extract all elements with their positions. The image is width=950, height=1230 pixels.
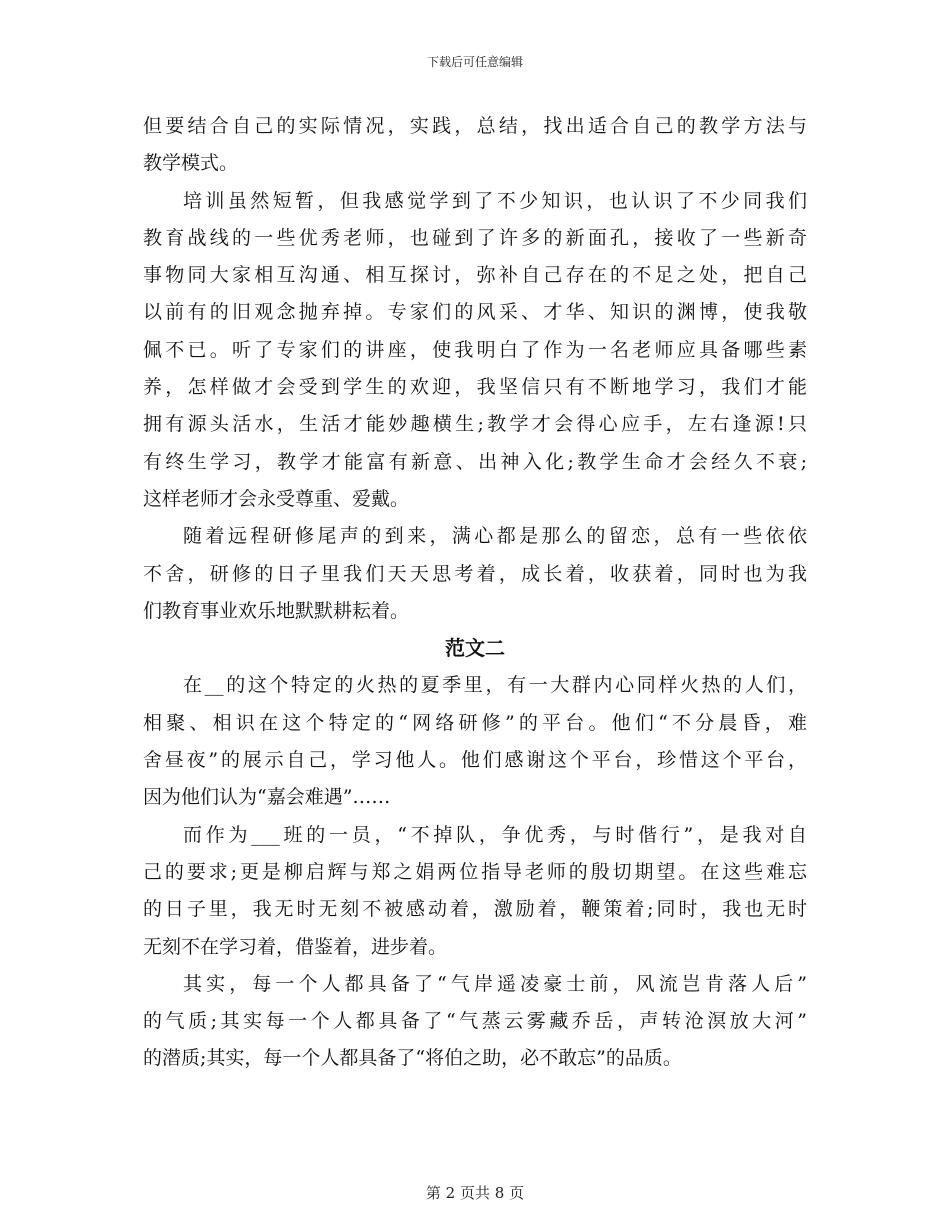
paragraph-line: 以前有的旧观念抛弃掉。专家们的风采、才华、知识的渊博，使我敬 bbox=[143, 301, 807, 324]
paragraph-line: 不舍，研修的日子里我们天天思考着，成长着，收获着，同时也为我 bbox=[143, 562, 807, 585]
paragraph-line: 这样老师才会永受尊重、爱戴。 bbox=[143, 487, 410, 510]
paragraph-line: 们教育事业欢乐地默默耕耘着。 bbox=[143, 599, 410, 622]
paragraph-line: 但要结合自己的实际情况，实践，总结，找出适合自己的教学方法与 bbox=[143, 115, 807, 137]
paragraph-line: 养，怎样做才会受到学生的欢迎，我坚信只有不断地学习，我们才能 bbox=[143, 376, 807, 399]
paragraph-line: 在__的这个特定的火热的夏季里，有一大群内心同样火热的人们， bbox=[183, 674, 807, 697]
paragraph-line: 拥有源头活水，生活才能妙趣横生;教学才会得心应手，左右逢源!只 bbox=[143, 413, 807, 436]
paragraph-line: 佩不已。听了专家们的讲座，使我明白了作为一名老师应具备哪些素 bbox=[143, 338, 807, 361]
paragraph-line: 有终生学习，教学才能富有新意、出神入化;教学生命才会经久不衰; bbox=[143, 450, 807, 473]
paragraph-line: 教学模式。 bbox=[143, 152, 239, 175]
paragraph-line: 教育战线的一些优秀老师，也碰到了许多的新面孔，接收了一些新奇 bbox=[143, 226, 807, 249]
paragraph-line: 的日子里，我无时无刻不被感动着，激励着，鞭策着;同时，我也无时 bbox=[143, 898, 807, 921]
paragraph-line: 的气质;其实每一个人都具备了“气蒸云雾藏乔岳，声转沧溟放大河” bbox=[143, 1010, 807, 1033]
document-body bbox=[143, 108, 807, 1078]
paragraph bbox=[143, 817, 807, 966]
paragraph bbox=[143, 108, 807, 183]
paragraph-line: 事物同大家相互沟通、相互探讨，弥补自己存在的不足之处，把自己 bbox=[143, 264, 807, 287]
page-header: 下载后可任意编辑 bbox=[426, 55, 523, 69]
paragraph bbox=[143, 183, 807, 519]
paragraph-line: 因为他们认为“嘉会难遇”…… bbox=[143, 786, 391, 809]
paragraph-line: 己的要求;更是柳启辉与郑之娟两位指导老师的殷切期望。在这些难忘 bbox=[143, 860, 807, 883]
paragraph-line: 其实，每一个人都具备了“气岸遥凌豪士前，风流岂肯落人后” bbox=[183, 972, 807, 995]
paragraph-line: 相聚、相识在这个特定的“网络研修”的平台。他们“不分晨昏，难 bbox=[143, 711, 807, 734]
paragraph-line: 培训虽然短暂，但我感觉学到了不少知识，也认识了不少同我们 bbox=[183, 189, 807, 212]
paragraph-line: 舍昼夜”的展示自己，学习他人。他们感谢这个平台，珍惜这个平台， bbox=[143, 749, 807, 772]
paragraph bbox=[143, 966, 807, 1078]
paragraph bbox=[143, 667, 807, 816]
paragraph bbox=[143, 518, 807, 630]
heading-text: 范文二 bbox=[445, 636, 505, 661]
section-heading bbox=[143, 630, 807, 667]
page-footer: 第 2 页共 8 页 bbox=[425, 1184, 525, 1202]
paragraph-line: 随着远程研修尾声的到来，满心都是那么的留恋，总有一些依依 bbox=[183, 525, 807, 548]
paragraph-line: 的潜质;其实，每一个人都具备了“将伯之助，必不敢忘”的品质。 bbox=[143, 1047, 682, 1070]
paragraph-line: 而作为___班的一员，“不掉队，争优秀，与时偕行”，是我对自 bbox=[183, 823, 807, 846]
paragraph-line: 无刻不在学习着，借鉴着，进步着。 bbox=[143, 935, 448, 958]
